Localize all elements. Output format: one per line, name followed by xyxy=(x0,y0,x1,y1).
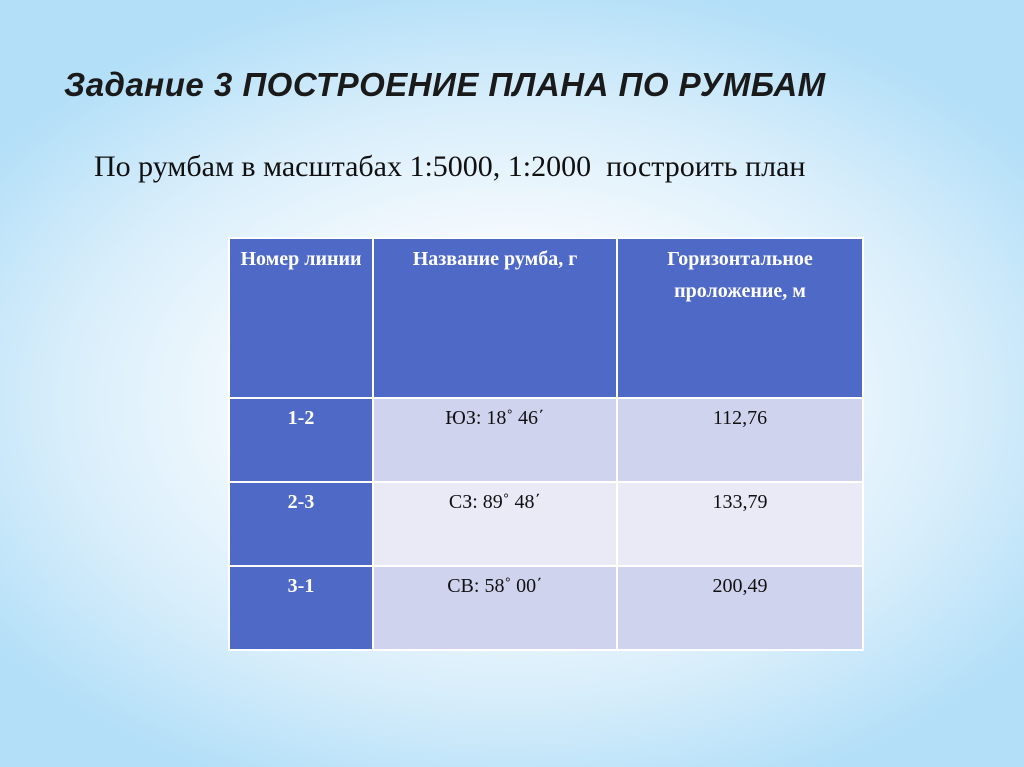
cell-line-number: 3-1 xyxy=(229,566,373,650)
cell-bearing: ЮЗ: 18˚ 46΄ xyxy=(373,398,617,482)
table-row xyxy=(229,566,863,650)
table-header-row xyxy=(229,238,863,398)
slide-subtitle: По румбам в масштабах 1:5000, 1:2000 построить план xyxy=(94,150,806,183)
bearings-table xyxy=(228,237,864,651)
header-horizontal-distance: Горизонтальное проложение, м xyxy=(617,238,863,398)
cell-line-number: 2-3 xyxy=(229,482,373,566)
slide-title: Задание 3 ПОСТРОЕНИЕ ПЛАНА ПО РУМБАМ xyxy=(64,66,826,103)
cell-distance: 133,79 xyxy=(617,482,863,566)
header-line-number: Номер линии xyxy=(229,238,373,398)
header-bearing-name: Название румба, г xyxy=(373,238,617,398)
cell-line-number: 1-2 xyxy=(229,398,373,482)
table-row xyxy=(229,398,863,482)
cell-distance: 112,76 xyxy=(617,398,863,482)
cell-bearing: СВ: 58˚ 00΄ xyxy=(373,566,617,650)
cell-distance: 200,49 xyxy=(617,566,863,650)
table-row xyxy=(229,482,863,566)
cell-bearing: СЗ: 89˚ 48΄ xyxy=(373,482,617,566)
